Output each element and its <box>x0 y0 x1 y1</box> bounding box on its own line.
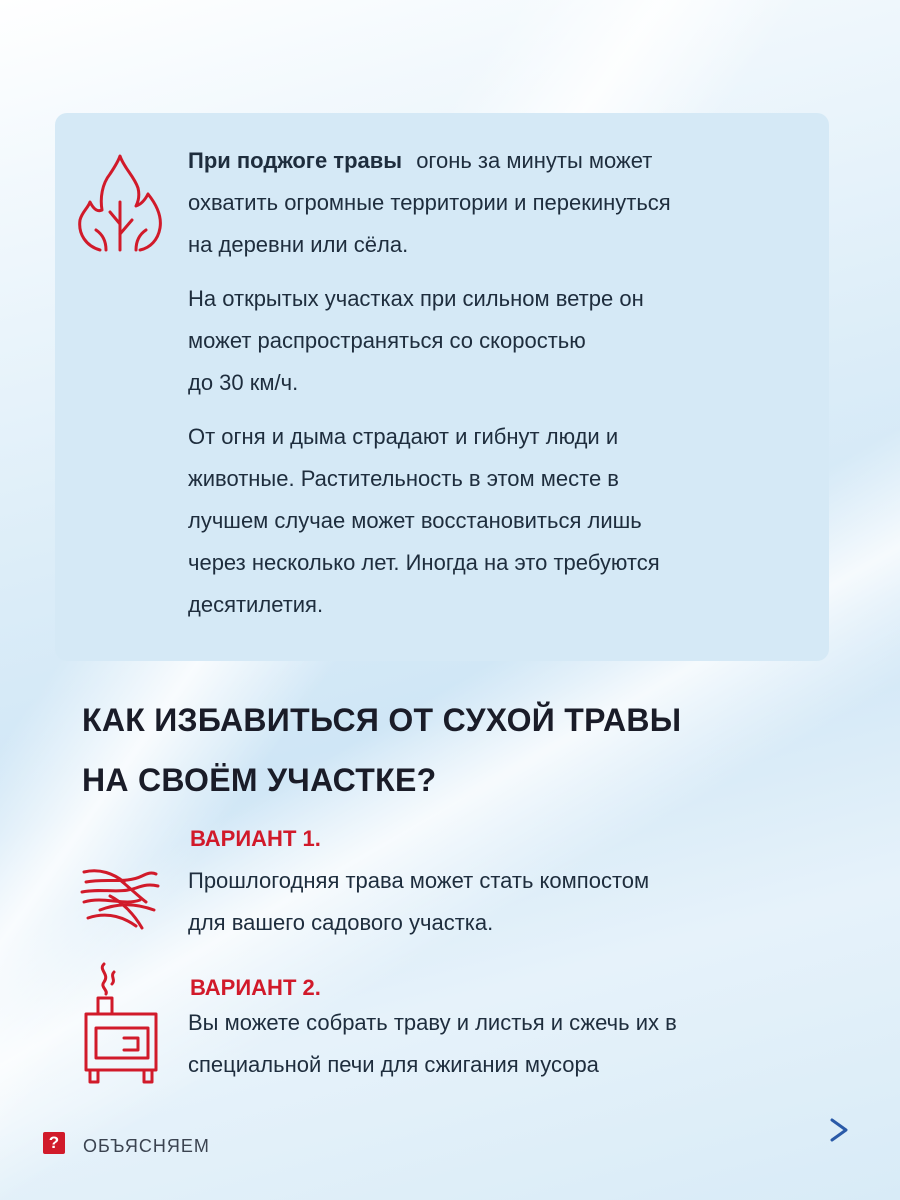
variant-2-line-1: Вы можете собрать траву и листья и сжечь их в <box>188 1010 677 1035</box>
fire-icon <box>76 154 166 254</box>
variant-1-title: ВАРИАНТ 1. <box>190 826 321 851</box>
paragraph-arson <box>188 140 818 266</box>
dry-grass-icon <box>80 866 160 932</box>
paragraph-wind <box>188 278 818 404</box>
brand-logo: ? <box>43 1132 65 1154</box>
arson-text-1: огонь за минуты может <box>416 148 653 173</box>
variant-2-title: ВАРИАНТ 2. <box>190 975 321 1000</box>
wind-text-2: может распространяться со скоростью <box>188 328 586 353</box>
section-heading <box>82 690 842 810</box>
damage-text-4: через несколько лет. Иногда на это требуются <box>188 550 660 575</box>
stove-icon <box>80 962 160 1086</box>
heading-line-2: НА СВОЁМ УЧАСТКЕ? <box>82 762 437 798</box>
arson-text-3: на деревни или сёла. <box>188 232 409 257</box>
arson-bold-lead: При поджоге травы <box>188 148 403 173</box>
variant-1-text <box>188 860 828 944</box>
arrow-right-icon[interactable] <box>660 1116 850 1146</box>
paragraph-damage <box>188 416 818 626</box>
variant-2-text <box>188 1002 828 1086</box>
wind-text-1: На открытых участках при сильном ветре он <box>188 286 644 311</box>
heading-line-1: КАК ИЗБАВИТЬСЯ ОТ СУХОЙ ТРАВЫ <box>82 702 682 738</box>
damage-text-1: От огня и дыма страдают и гибнут люди и <box>188 424 619 449</box>
footer-label: ОБЪЯСНЯЕМ <box>83 1136 210 1156</box>
card-text <box>188 140 818 638</box>
variant-2-line-2: специальной печи для сжигания мусора <box>188 1052 599 1077</box>
variant-1-line-1: Прошлогодняя трава может стать компостом <box>188 868 650 893</box>
arson-text-2: охватить огромные территории и перекинуться <box>188 190 671 215</box>
damage-text-3: лучшем случае может восстановиться лишь <box>188 508 642 533</box>
damage-text-2: животные. Растительность в этом месте в <box>188 466 619 491</box>
damage-text-5: десятилетия. <box>188 592 324 617</box>
wind-text-3: до 30 км/ч. <box>188 370 299 395</box>
variant-1-line-2: для вашего садового участка. <box>188 910 494 935</box>
